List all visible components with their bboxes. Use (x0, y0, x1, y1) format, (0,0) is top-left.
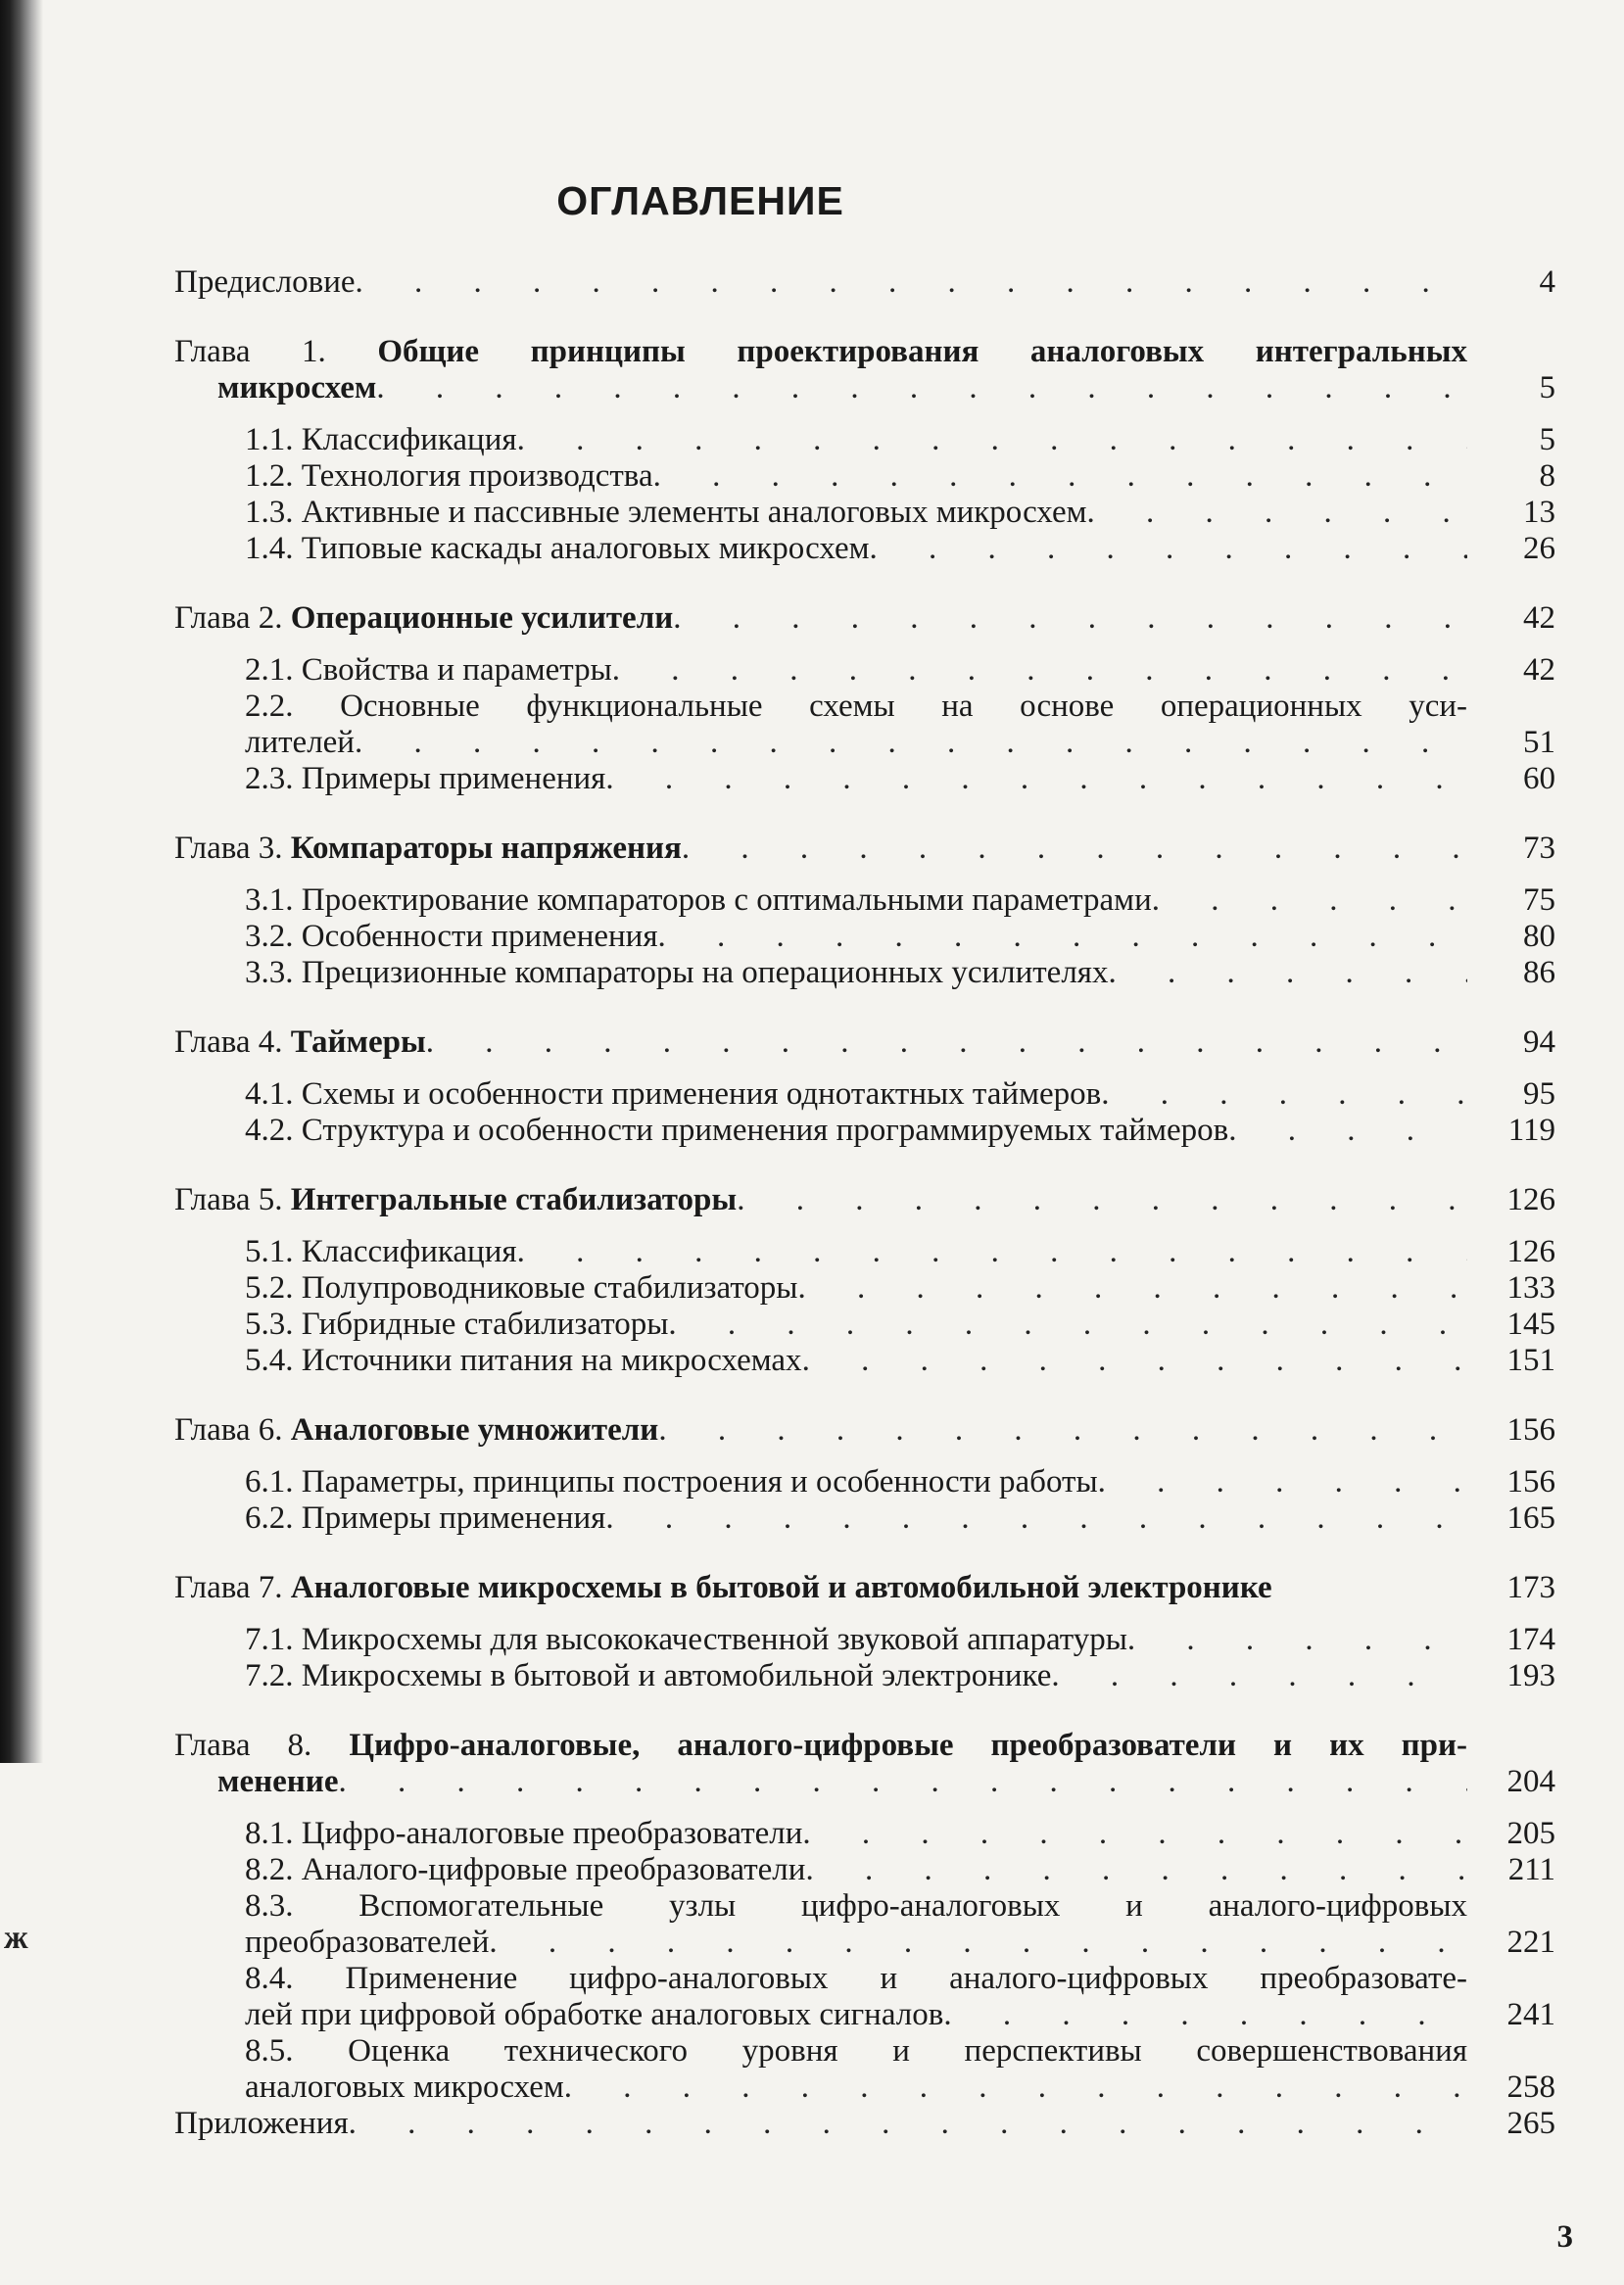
toc-chapter-8[interactable] (174, 1728, 1555, 1800)
section-label-continued: аналоговых микросхем (245, 2070, 564, 2105)
toc-page-number: 126 (1506, 1182, 1555, 1217)
scan-mark: ж (4, 1920, 28, 1956)
toc-section[interactable] (174, 689, 1555, 761)
section-label: 8.4. Применение цифро-аналоговых и аналого-цифровых преобразовате- (245, 1961, 1467, 1996)
chapter-title: Операционные усилители (290, 600, 674, 636)
chapter-prefix: Глава 2. (174, 600, 283, 636)
dot-leader (1228, 1113, 1467, 1149)
toc-section[interactable] (174, 882, 1555, 919)
section-label: 6.1. Параметры, принципы построения и особенности работы (245, 1464, 1098, 1500)
dot-leader (338, 1764, 1467, 1800)
toc-entry-preface[interactable] (174, 264, 1555, 301)
section-label-continued: лителей (245, 725, 355, 760)
toc-section[interactable] (174, 1961, 1555, 2033)
section-label: 3.2. Особенности применения (245, 919, 658, 954)
toc-page-number: 8 (1539, 458, 1555, 494)
section-label: 1.3. Активные и пассивные элементы аналоговых микросхем (245, 495, 1087, 530)
toc-entry-label: Приложения (174, 2106, 349, 2141)
toc-section[interactable] (174, 458, 1555, 495)
section-label: 6.2. Примеры применения (245, 1500, 606, 1536)
toc-page-number: 119 (1507, 1113, 1555, 1148)
toc-chapter-7[interactable] (174, 1570, 1555, 1606)
toc-section[interactable] (174, 919, 1555, 955)
toc-page-number: 133 (1506, 1270, 1555, 1306)
toc-chapter-6[interactable] (174, 1412, 1555, 1449)
toc-page-number: 86 (1523, 955, 1555, 990)
chapter-prefix: Глава 3. (174, 831, 283, 866)
dot-leader (355, 725, 1467, 761)
chapter-title-continued: микросхем (217, 370, 377, 405)
toc-section[interactable] (174, 1113, 1555, 1149)
toc-page-number: 211 (1507, 1852, 1555, 1887)
toc-page-number: 73 (1523, 831, 1555, 866)
chapter-prefix: Глава 4. (174, 1024, 283, 1060)
section-label: 8.3. Вспомогательные узлы цифро-аналоговых и аналого-цифровых (245, 1888, 1467, 1924)
dot-leader (658, 1412, 1467, 1449)
dot-leader (1101, 1076, 1467, 1113)
toc-section[interactable] (174, 1658, 1555, 1694)
section-label: 8.1. Цифро-аналоговые преобразователи (245, 1816, 803, 1851)
toc-section[interactable] (174, 955, 1555, 991)
section-label: 2.1. Свойства и параметры (245, 652, 612, 688)
toc-entry-label: Предисловие (174, 264, 356, 300)
toc-section[interactable] (174, 1852, 1555, 1888)
toc-chapter-3[interactable] (174, 831, 1555, 867)
dot-leader (802, 1816, 1467, 1852)
chapter-prefix: Глава 1. (174, 334, 326, 369)
chapter-title-continued: менение (217, 1764, 339, 1799)
dot-leader (1098, 1464, 1467, 1500)
dot-leader (737, 1182, 1467, 1218)
dot-leader (517, 1234, 1467, 1270)
toc-page-number: 205 (1506, 1816, 1555, 1851)
dot-leader (1152, 882, 1467, 919)
chapter-prefix: Глава 5. (174, 1182, 283, 1217)
section-label: 3.1. Проектирование компараторов с оптимальными параметрами (245, 882, 1152, 918)
section-label: 5.1. Классификация (245, 1234, 517, 1269)
dot-leader (653, 458, 1467, 495)
dot-leader (870, 531, 1467, 567)
toc-section[interactable] (174, 1270, 1555, 1307)
toc-chapter-5[interactable] (174, 1182, 1555, 1218)
toc-section[interactable] (174, 652, 1555, 689)
toc-page-number: 5 (1539, 422, 1555, 457)
section-label: 4.1. Схемы и особенности применения однотактных таймеров (245, 1076, 1102, 1112)
page-number: 3 (1556, 2219, 1573, 2255)
toc-section[interactable] (174, 1622, 1555, 1658)
toc-section[interactable] (174, 1234, 1555, 1270)
toc-page-number: 95 (1523, 1076, 1555, 1112)
dot-leader (682, 831, 1467, 867)
toc-page-number: 75 (1523, 882, 1555, 918)
toc-section[interactable] (174, 1076, 1555, 1113)
section-label: 8.2. Аналого-цифровые преобразователи (245, 1852, 806, 1887)
dot-leader (797, 1270, 1467, 1307)
toc-page-number: 241 (1506, 1997, 1555, 2032)
toc-chapter-4[interactable] (174, 1024, 1555, 1061)
toc-page-number: 60 (1523, 761, 1555, 796)
dot-leader (668, 1307, 1467, 1343)
chapter-title: Общие принципы проектирования аналоговых интегральных (377, 334, 1467, 369)
toc-section[interactable] (174, 495, 1555, 531)
toc-section[interactable] (174, 1816, 1555, 1852)
section-label: 5.4. Источники питания на микросхемах (245, 1343, 802, 1378)
toc-page-number: 13 (1523, 495, 1555, 530)
section-label: 7.1. Микросхемы для высококачественной звуковой аппаратуры (245, 1622, 1127, 1657)
section-label: 2.2. Основные функциональные схемы на основе операционных уси- (245, 689, 1467, 724)
dot-leader (1108, 955, 1467, 991)
dot-leader (376, 370, 1467, 406)
toc-page-number: 80 (1523, 919, 1555, 954)
chapter-title: Таймеры (290, 1024, 426, 1060)
toc-page-number: 26 (1523, 531, 1555, 566)
section-label: 5.3. Гибридные стабилизаторы (245, 1307, 669, 1342)
toc-section[interactable] (174, 1500, 1555, 1537)
toc-page-number: 265 (1506, 2106, 1555, 2141)
toc-page-number: 204 (1506, 1764, 1555, 1799)
toc-page-number: 165 (1506, 1500, 1555, 1536)
toc-section[interactable] (174, 761, 1555, 797)
dot-leader (943, 1997, 1467, 2033)
dot-leader (1051, 1658, 1467, 1694)
section-label: 2.3. Примеры применения (245, 761, 606, 796)
dot-leader (802, 1343, 1467, 1379)
section-label: 5.2. Полупроводниковые стабилизаторы (245, 1270, 798, 1306)
toc-page-number: 173 (1506, 1570, 1555, 1605)
section-label: 7.2. Микросхемы в бытовой и автомобильной электронике (245, 1658, 1052, 1693)
page-title: ОГЛАВЛЕНИЕ (556, 178, 844, 223)
dot-leader (1127, 1622, 1467, 1658)
section-label: 8.5. Оценка технического уровня и перспективы совершенствования (245, 2033, 1467, 2069)
dot-leader (1087, 495, 1467, 531)
toc-page-number: 221 (1506, 1925, 1555, 1960)
chapter-title: Аналоговые микросхемы в бытовой и автомобильной электронике (290, 1570, 1272, 1605)
toc-page-number: 193 (1506, 1658, 1555, 1693)
dot-leader (564, 2070, 1467, 2106)
chapter-title: Цифро-аналоговые, аналого-цифровые преобразователи и их при- (349, 1728, 1467, 1763)
section-label-continued: преобразователей (245, 1925, 490, 1960)
chapter-title: Компараторы напряжения (290, 831, 682, 866)
toc-section[interactable] (174, 1464, 1555, 1500)
toc-page-number: 42 (1523, 600, 1555, 636)
toc-chapter-1[interactable] (174, 334, 1555, 406)
section-label: 1.2. Технология производства (245, 458, 653, 494)
toc-section[interactable] (174, 1307, 1555, 1343)
toc-section[interactable] (174, 531, 1555, 567)
toc-page-number: 4 (1539, 264, 1555, 300)
dot-leader (349, 2106, 1467, 2142)
toc-page-number: 156 (1506, 1412, 1555, 1448)
dot-leader (612, 652, 1467, 689)
dot-leader (605, 761, 1467, 797)
toc-page-number: 42 (1523, 652, 1555, 688)
dot-leader (673, 600, 1467, 637)
dot-leader (605, 1500, 1467, 1537)
section-label: 1.1. Классификация (245, 422, 517, 457)
section-label-continued: лей при цифровой обработке аналоговых сигналов (245, 1997, 944, 2032)
dot-leader (356, 264, 1468, 301)
toc-page-number: 126 (1506, 1234, 1555, 1269)
dot-leader (658, 919, 1467, 955)
section-label: 3.3. Прецизионные компараторы на операционных усилителях (245, 955, 1109, 990)
table-of-contents (174, 264, 1555, 2142)
toc-page-number: 51 (1523, 725, 1555, 760)
dot-leader (489, 1925, 1467, 1961)
chapter-prefix: Глава 7. (174, 1570, 283, 1605)
chapter-title: Интегральные стабилизаторы (290, 1182, 738, 1217)
toc-section[interactable] (174, 1343, 1555, 1379)
toc-page-number: 5 (1539, 370, 1555, 405)
dot-leader (426, 1024, 1467, 1061)
toc-chapter-2[interactable] (174, 600, 1555, 637)
toc-page-number: 94 (1523, 1024, 1555, 1060)
scan-binding-edge (0, 0, 43, 1763)
toc-page-number: 156 (1506, 1464, 1555, 1500)
chapter-prefix: Глава 6. (174, 1412, 283, 1448)
toc-page-number: 145 (1506, 1307, 1555, 1342)
chapter-prefix: Глава 8. (174, 1728, 312, 1763)
toc-page-number: 151 (1506, 1343, 1555, 1378)
section-label: 1.4. Типовые каскады аналоговых микросхем (245, 531, 870, 566)
toc-section[interactable] (174, 2033, 1555, 2106)
chapter-title: Аналоговые умножители (290, 1412, 659, 1448)
section-label: 4.2. Структура и особенности применения программируемых таймеров (245, 1113, 1229, 1148)
dot-leader (805, 1852, 1467, 1888)
toc-section[interactable] (174, 1888, 1555, 1961)
toc-page-number: 258 (1506, 2070, 1555, 2105)
dot-leader (517, 422, 1467, 458)
toc-page-number: 174 (1506, 1622, 1555, 1657)
toc-entry-appendix[interactable] (174, 2106, 1555, 2142)
toc-section[interactable] (174, 422, 1555, 458)
